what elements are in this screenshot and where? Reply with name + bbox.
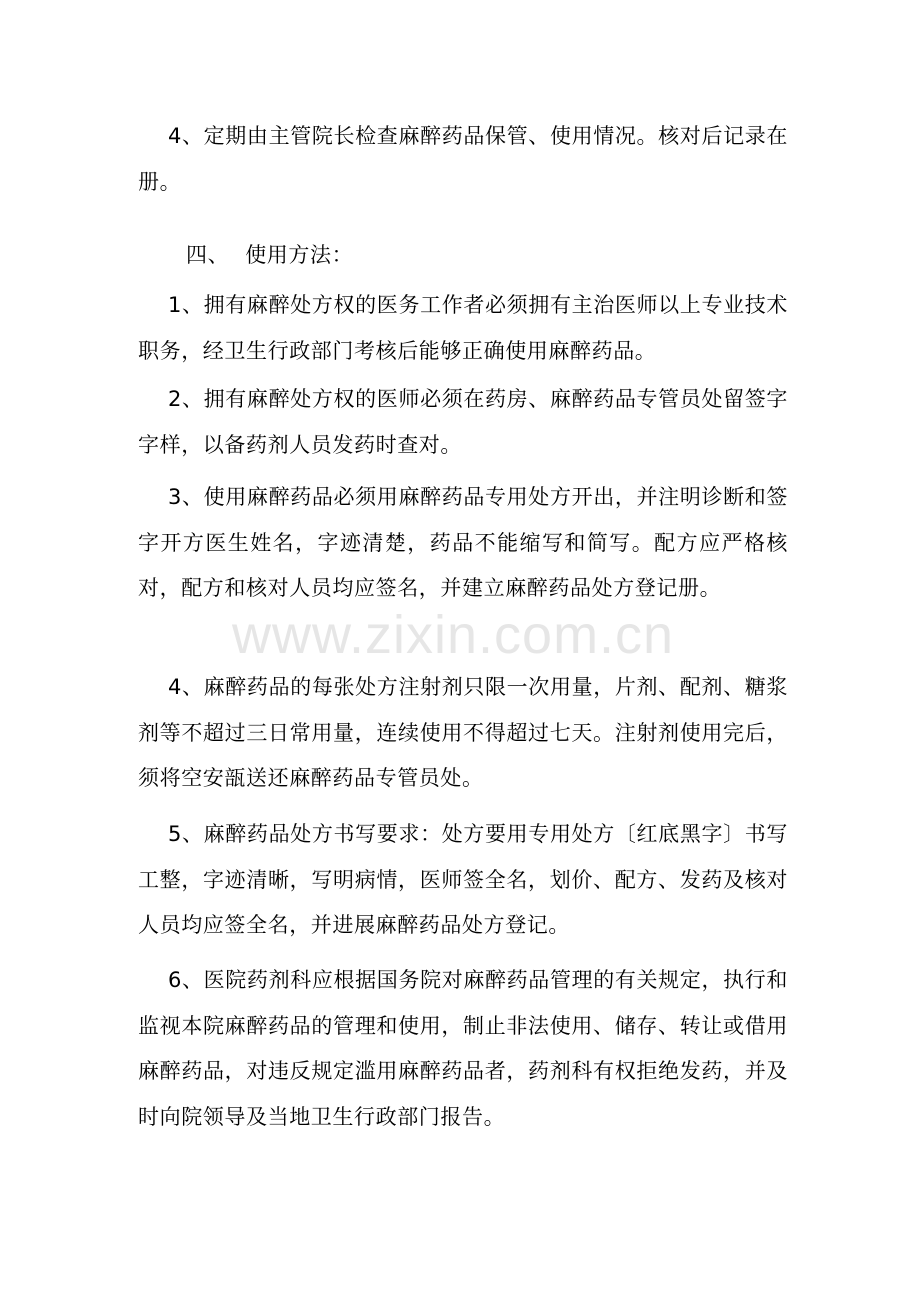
section-number: 四、 (186, 243, 230, 267)
paragraph-4-inspection: 4、定期由主管院长检查麻醉药品保管、使用情况。核对后记录在册。 (138, 124, 788, 194)
paragraph-1-prescriber-qualification: 1、拥有麻醉处方权的医务工作者必须拥有主治医师以上专业技术职务，经卫生行政部门考核后能够正确使用麻醉药品。 (138, 293, 788, 363)
paragraph-2-signature-sample: 2、拥有麻醉处方权的医师必须在药房、麻醉药品专管员处留签字字样，以备药剂人员发药时查对。 (138, 387, 788, 457)
paragraph-4-dosage-limit: 4、麻醉药品的每张处方注射剂只限一次用量，片剂、配剂、糖浆剂等不超过三日常用量，连续使用不得超过七天。注射剂使用完后，须将空安瓿送还麻醉药品专管员处。 (138, 675, 788, 790)
section-title: 使用方法： (245, 243, 354, 267)
paragraph-3-special-prescription: 3、使用麻醉药品必须用麻醉药品专用处方开出，并注明诊断和签字开方医生姓名，字迹清楚，药品不能缩写和简写。配方应严格核对，配方和核对人员均应签名，并建立麻醉药品处方登记册。 (138, 485, 788, 600)
paragraph-5-writing-requirements: 5、麻醉药品处方书写要求：处方要用专用处方〔红底黑字〕书写工整，字迹清晰，写明病情，医师签全名，划价、配方、发药及核对人员均应签全名，并进展麻醉药品处方登记。 (138, 822, 788, 937)
watermark-text: www.zixin.com.cn (232, 605, 675, 665)
section-heading (186, 233, 353, 279)
paragraph-6-pharmacy-supervision: 6、医院药剂科应根据国务院对麻醉药品管理的有关规定，执行和监视本院麻醉药品的管理和使用，制止非法使用、储存、转让或借用麻醉药品，对违反规定滥用麻醉药品者，药剂科有权拒绝发药，并及时向院领导及当地卫生行政部门报告。 (138, 968, 788, 1129)
